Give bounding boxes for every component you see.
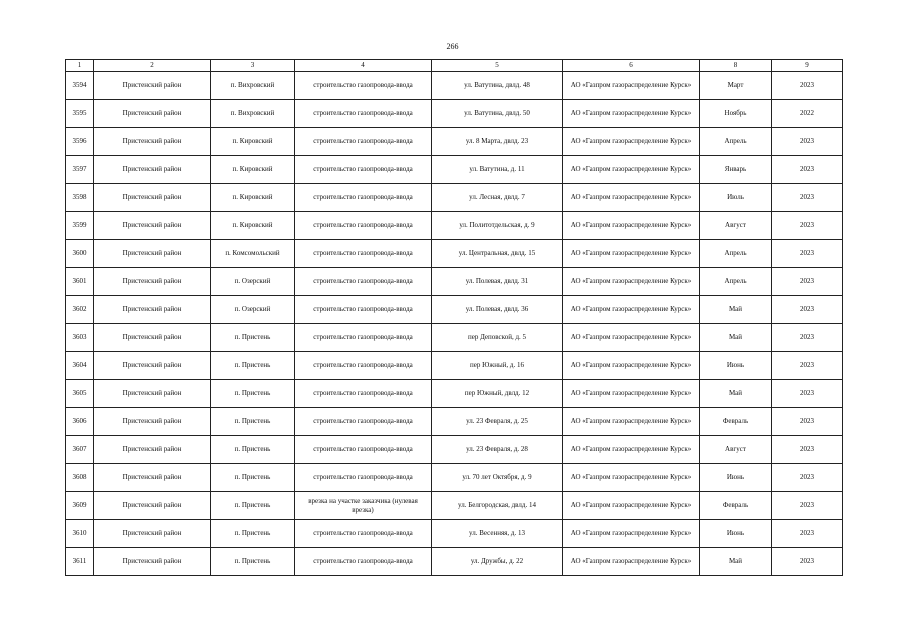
settlement-cell: п. Пристень [211, 436, 295, 464]
month-cell: Июнь [700, 464, 772, 492]
settlement-cell: п. Озерский [211, 296, 295, 324]
row-number-cell: 3594 [66, 72, 94, 100]
column-header: 9 [772, 60, 843, 72]
address-cell: ул. 8 Марта, двлд. 23 [432, 128, 563, 156]
year-cell: 2023 [772, 72, 843, 100]
organization-cell: АО «Газпром газораспределение Курск» [563, 296, 700, 324]
organization-cell: АО «Газпром газораспределение Курск» [563, 72, 700, 100]
year-cell: 2023 [772, 268, 843, 296]
district-cell: Пристенский район [94, 520, 211, 548]
settlement-cell: п. Пристень [211, 324, 295, 352]
district-cell: Пристенский район [94, 408, 211, 436]
year-cell: 2023 [772, 380, 843, 408]
year-cell: 2023 [772, 520, 843, 548]
column-header: 8 [700, 60, 772, 72]
year-cell: 2023 [772, 492, 843, 520]
settlement-cell: п. Пристень [211, 408, 295, 436]
table-row [66, 548, 843, 576]
work-type-cell: строительство газопровода-ввода [295, 100, 432, 128]
row-number-cell: 3611 [66, 548, 94, 576]
year-cell: 2023 [772, 240, 843, 268]
district-cell: Пристенский район [94, 324, 211, 352]
address-cell: ул. Полевая, двлд. 36 [432, 296, 563, 324]
row-number-cell: 3606 [66, 408, 94, 436]
settlement-cell: п. Пристень [211, 352, 295, 380]
row-number-cell: 3605 [66, 380, 94, 408]
column-header: 5 [432, 60, 563, 72]
work-type-cell: строительство газопровода-ввода [295, 128, 432, 156]
year-cell: 2022 [772, 100, 843, 128]
organization-cell: АО «Газпром газораспределение Курск» [563, 408, 700, 436]
row-number-cell: 3609 [66, 492, 94, 520]
table-row [66, 296, 843, 324]
work-type-cell: строительство газопровода-ввода [295, 212, 432, 240]
month-cell: Апрель [700, 128, 772, 156]
organization-cell: АО «Газпром газораспределение Курск» [563, 184, 700, 212]
page-number: 266 [446, 42, 459, 51]
row-number-cell: 3599 [66, 212, 94, 240]
row-number-cell: 3604 [66, 352, 94, 380]
month-cell: Февраль [700, 408, 772, 436]
district-cell: Пристенский район [94, 212, 211, 240]
table-row [66, 156, 843, 184]
row-number-cell: 3603 [66, 324, 94, 352]
organization-cell: АО «Газпром газораспределение Курск» [563, 380, 700, 408]
organization-cell: АО «Газпром газораспределение Курск» [563, 268, 700, 296]
work-type-cell: строительство газопровода-ввода [295, 380, 432, 408]
month-cell: Июнь [700, 520, 772, 548]
work-type-cell: строительство газопровода-ввода [295, 436, 432, 464]
district-cell: Пристенский район [94, 128, 211, 156]
month-cell: Июль [700, 184, 772, 212]
district-cell: Пристенский район [94, 268, 211, 296]
address-cell: ул. Полевая, двлд. 31 [432, 268, 563, 296]
work-type-cell: строительство газопровода-ввода [295, 156, 432, 184]
address-cell: ул. Дружбы, д. 22 [432, 548, 563, 576]
table-row [66, 240, 843, 268]
table-row [66, 520, 843, 548]
organization-cell: АО «Газпром газораспределение Курск» [563, 156, 700, 184]
district-cell: Пристенский район [94, 100, 211, 128]
organization-cell: АО «Газпром газораспределение Курск» [563, 324, 700, 352]
settlement-cell: п. Кировский [211, 128, 295, 156]
settlement-cell: п. Пристень [211, 464, 295, 492]
column-header: 6 [563, 60, 700, 72]
settlement-cell: п. Пристень [211, 548, 295, 576]
column-header: 1 [66, 60, 94, 72]
district-cell: Пристенский район [94, 184, 211, 212]
work-type-cell: строительство газопровода-ввода [295, 72, 432, 100]
table-row [66, 408, 843, 436]
organization-cell: АО «Газпром газораспределение Курск» [563, 520, 700, 548]
month-cell: Февраль [700, 492, 772, 520]
address-cell: пер Южный, двлд. 12 [432, 380, 563, 408]
work-type-cell: строительство газопровода-ввода [295, 520, 432, 548]
address-cell: ул. Белгородская, двлд. 14 [432, 492, 563, 520]
work-type-cell: строительство газопровода-ввода [295, 352, 432, 380]
settlement-cell: п. Комсомольский [211, 240, 295, 268]
settlement-cell: п. Пристень [211, 520, 295, 548]
table-header-row [66, 60, 843, 72]
row-number-cell: 3597 [66, 156, 94, 184]
address-cell: ул. Весенняя, д. 13 [432, 520, 563, 548]
address-cell: ул. Лесная, двлд. 7 [432, 184, 563, 212]
year-cell: 2023 [772, 436, 843, 464]
address-cell: ул. 23 Февраля, д. 28 [432, 436, 563, 464]
district-cell: Пристенский район [94, 548, 211, 576]
table-row [66, 72, 843, 100]
gas-connection-table [65, 59, 843, 576]
row-number-cell: 3596 [66, 128, 94, 156]
address-cell: пер Деповской, д. 5 [432, 324, 563, 352]
address-cell: ул. Ватутина, двлд. 50 [432, 100, 563, 128]
year-cell: 2023 [772, 296, 843, 324]
table-row [66, 100, 843, 128]
address-cell: ул. 70 лет Октября, д. 9 [432, 464, 563, 492]
organization-cell: АО «Газпром газораспределение Курск» [563, 492, 700, 520]
organization-cell: АО «Газпром газораспределение Курск» [563, 436, 700, 464]
row-number-cell: 3610 [66, 520, 94, 548]
month-cell: Май [700, 380, 772, 408]
year-cell: 2023 [772, 324, 843, 352]
table-row [66, 324, 843, 352]
table-row [66, 268, 843, 296]
row-number-cell: 3601 [66, 268, 94, 296]
month-cell: Май [700, 324, 772, 352]
work-type-cell: строительство газопровода-ввода [295, 548, 432, 576]
year-cell: 2023 [772, 352, 843, 380]
settlement-cell: п. Вихровский [211, 100, 295, 128]
district-cell: Пристенский район [94, 436, 211, 464]
year-cell: 2023 [772, 128, 843, 156]
month-cell: Апрель [700, 268, 772, 296]
district-cell: Пристенский район [94, 464, 211, 492]
district-cell: Пристенский район [94, 352, 211, 380]
month-cell: Апрель [700, 240, 772, 268]
address-cell: пер Южный, д. 16 [432, 352, 563, 380]
year-cell: 2023 [772, 408, 843, 436]
row-number-cell: 3600 [66, 240, 94, 268]
district-cell: Пристенский район [94, 240, 211, 268]
settlement-cell: п. Пристень [211, 380, 295, 408]
district-cell: Пристенский район [94, 380, 211, 408]
work-type-cell: строительство газопровода-ввода [295, 324, 432, 352]
organization-cell: АО «Газпром газораспределение Курск» [563, 128, 700, 156]
organization-cell: АО «Газпром газораспределение Курск» [563, 240, 700, 268]
organization-cell: АО «Газпром газораспределение Курск» [563, 212, 700, 240]
settlement-cell: п. Озерский [211, 268, 295, 296]
month-cell: Июнь [700, 352, 772, 380]
month-cell: Май [700, 296, 772, 324]
table-row [66, 184, 843, 212]
settlement-cell: п. Кировский [211, 184, 295, 212]
district-cell: Пристенский район [94, 296, 211, 324]
settlement-cell: п. Кировский [211, 212, 295, 240]
month-cell: Август [700, 436, 772, 464]
work-type-cell: строительство газопровода-ввода [295, 408, 432, 436]
table-row [66, 436, 843, 464]
month-cell: Январь [700, 156, 772, 184]
table-row [66, 352, 843, 380]
settlement-cell: п. Вихровский [211, 72, 295, 100]
work-type-cell: строительство газопровода-ввода [295, 184, 432, 212]
work-type-cell: строительство газопровода-ввода [295, 268, 432, 296]
row-number-cell: 3598 [66, 184, 94, 212]
year-cell: 2023 [772, 212, 843, 240]
work-type-cell: строительство газопровода-ввода [295, 464, 432, 492]
column-header: 2 [94, 60, 211, 72]
table-row [66, 464, 843, 492]
year-cell: 2023 [772, 548, 843, 576]
settlement-cell: п. Пристень [211, 492, 295, 520]
address-cell: ул. Ватутина, двлд. 48 [432, 72, 563, 100]
month-cell: Март [700, 72, 772, 100]
row-number-cell: 3602 [66, 296, 94, 324]
organization-cell: АО «Газпром газораспределение Курск» [563, 100, 700, 128]
settlement-cell: п. Кировский [211, 156, 295, 184]
year-cell: 2023 [772, 464, 843, 492]
address-cell: ул. Политотдельская, д. 9 [432, 212, 563, 240]
district-cell: Пристенский район [94, 492, 211, 520]
work-type-cell: врезка на участке заказчика (нулевая врезка) [295, 492, 432, 520]
year-cell: 2023 [772, 156, 843, 184]
table-row [66, 212, 843, 240]
work-type-cell: строительство газопровода-ввода [295, 296, 432, 324]
month-cell: Май [700, 548, 772, 576]
district-cell: Пристенский район [94, 72, 211, 100]
month-cell: Август [700, 212, 772, 240]
row-number-cell: 3608 [66, 464, 94, 492]
organization-cell: АО «Газпром газораспределение Курск» [563, 464, 700, 492]
work-type-cell: строительство газопровода-ввода [295, 240, 432, 268]
table-body [66, 72, 843, 576]
district-cell: Пристенский район [94, 156, 211, 184]
row-number-cell: 3595 [66, 100, 94, 128]
organization-cell: АО «Газпром газораспределение Курск» [563, 352, 700, 380]
table-row [66, 492, 843, 520]
month-cell: Ноябрь [700, 100, 772, 128]
table-row [66, 380, 843, 408]
column-header: 4 [295, 60, 432, 72]
address-cell: ул. Ватутина, д. 11 [432, 156, 563, 184]
address-cell: ул. 23 Февраля, д. 25 [432, 408, 563, 436]
address-cell: ул. Центральная, двлд. 15 [432, 240, 563, 268]
column-header: 3 [211, 60, 295, 72]
year-cell: 2023 [772, 184, 843, 212]
organization-cell: АО «Газпром газораспределение Курск» [563, 548, 700, 576]
row-number-cell: 3607 [66, 436, 94, 464]
table-row [66, 128, 843, 156]
